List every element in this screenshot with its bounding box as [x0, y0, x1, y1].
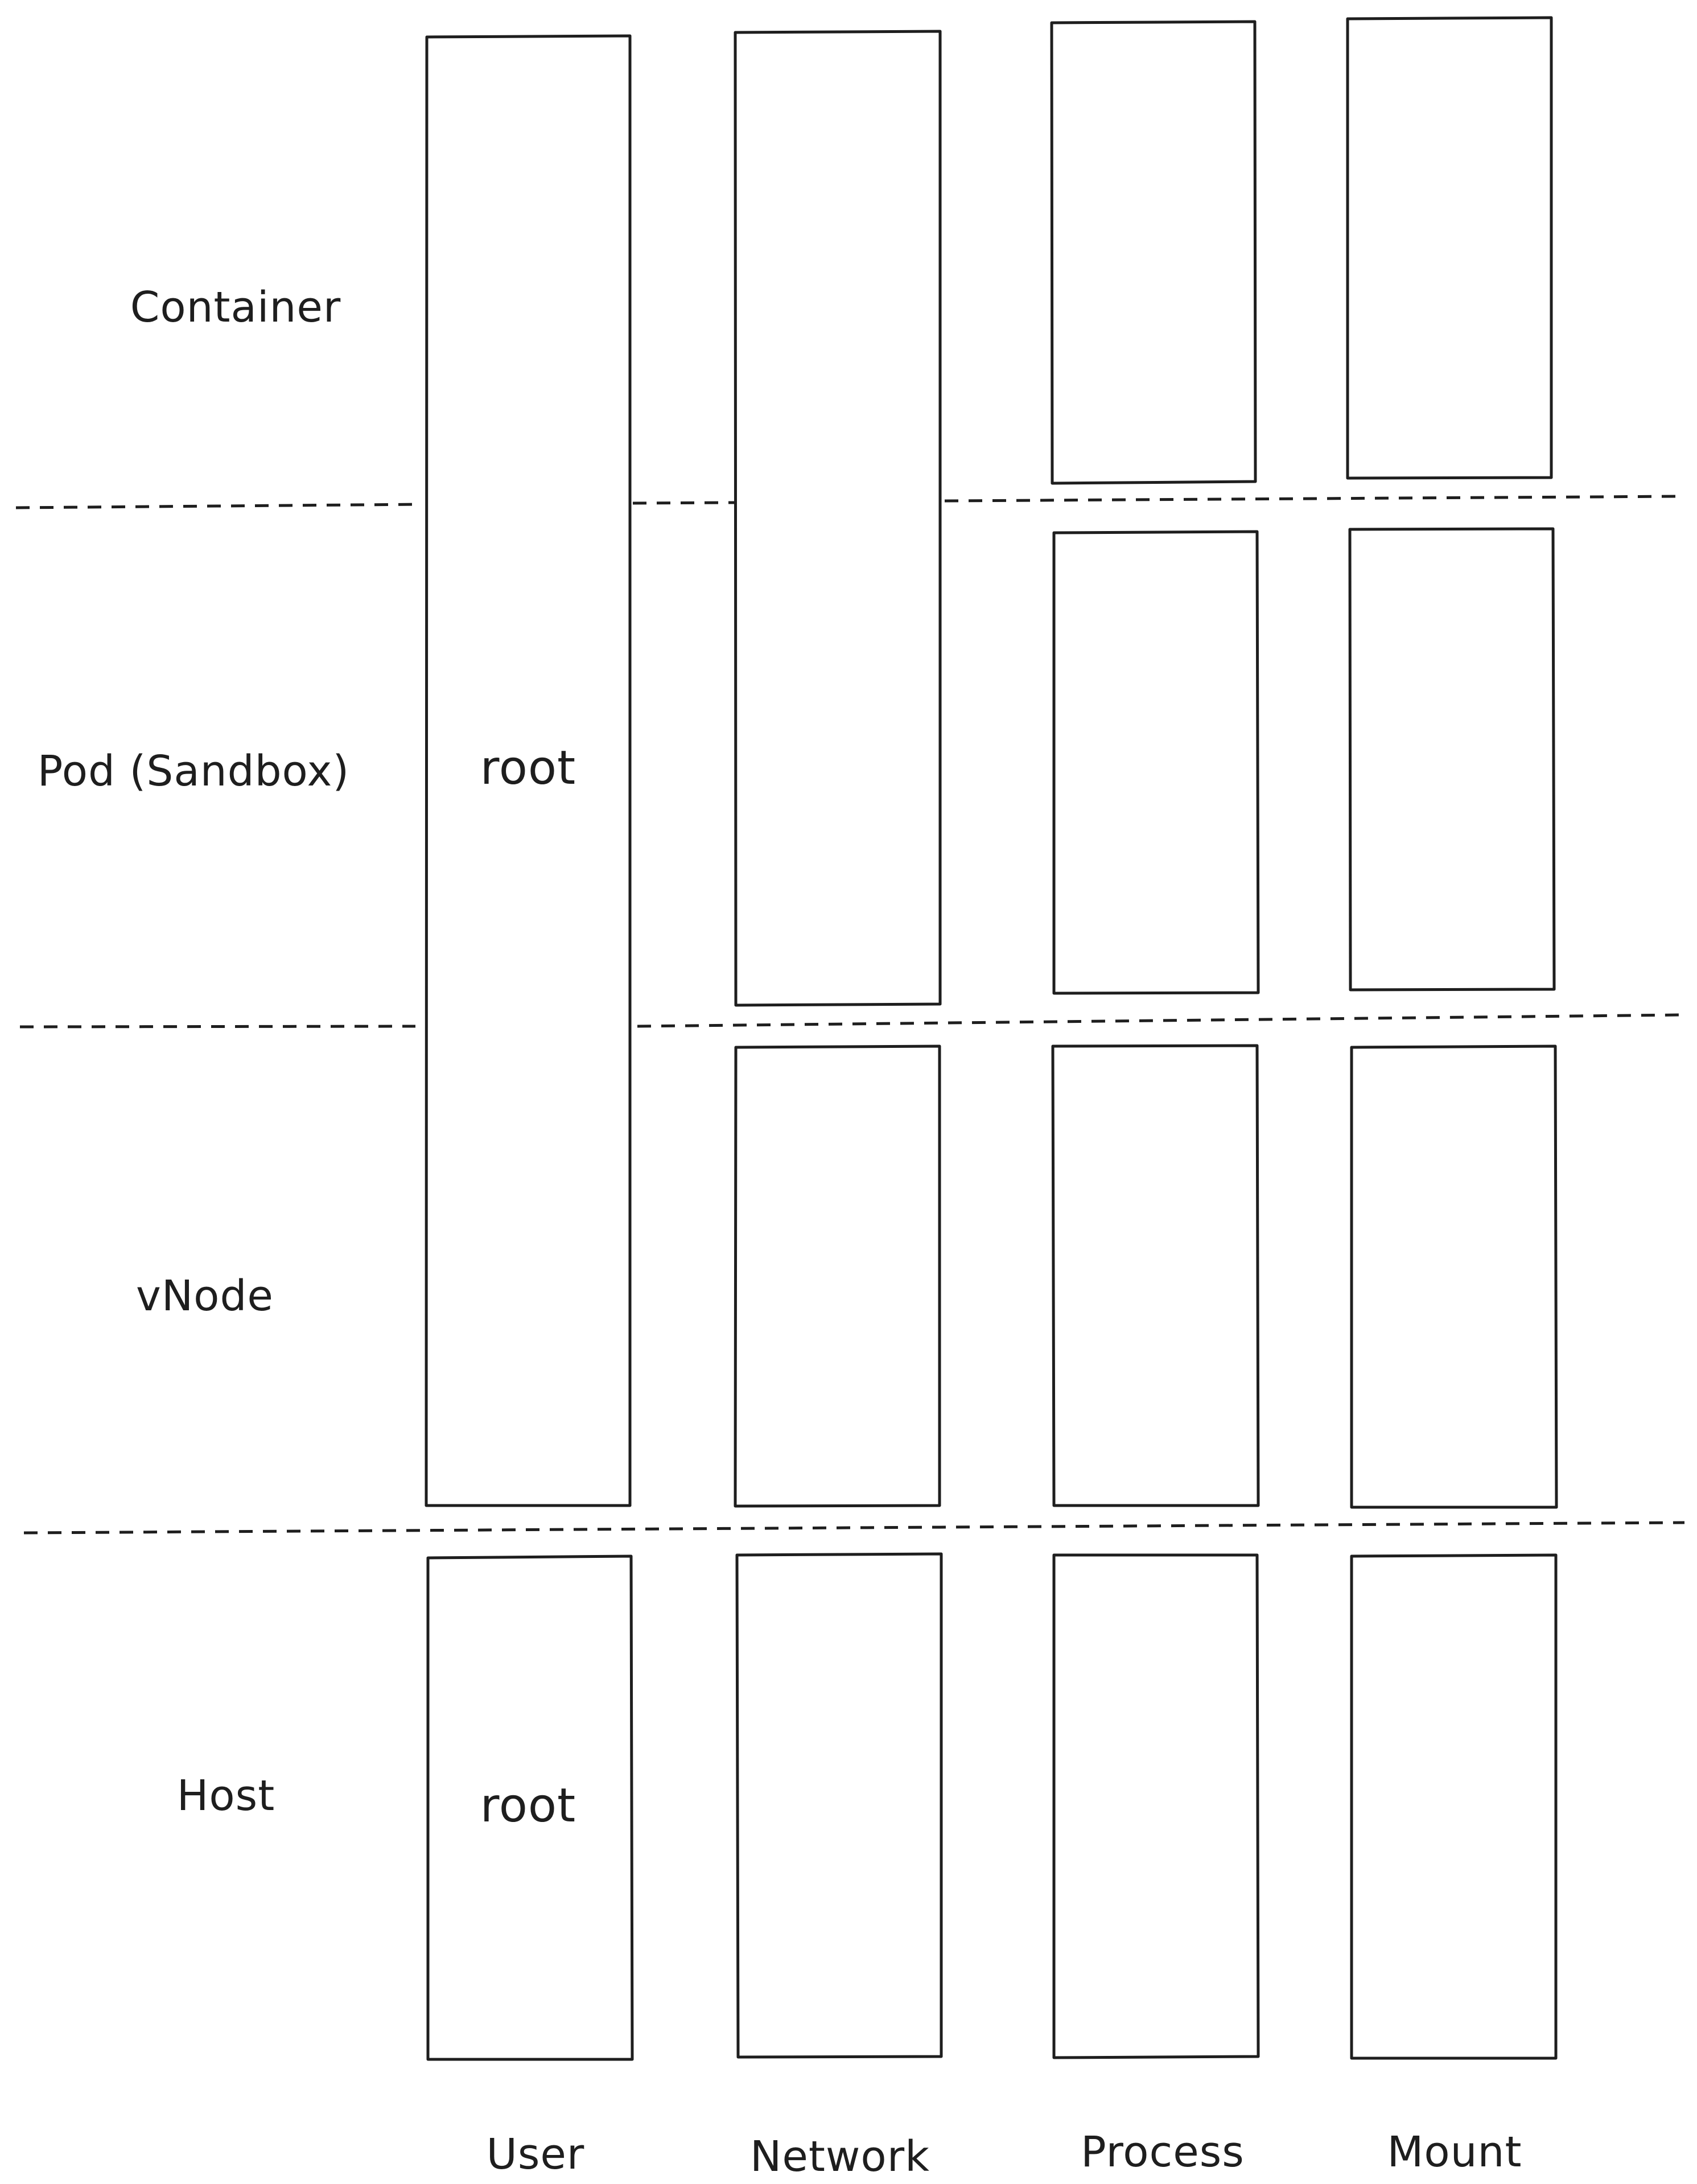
- layer-label-host: Host: [176, 1771, 275, 1820]
- divider-vnode-host: [24, 1523, 1684, 1533]
- process-box-container: [1052, 22, 1255, 483]
- column-labels: [487, 2128, 1522, 2181]
- layer-label-vnode: vNode: [136, 1272, 274, 1321]
- mount-box-vnode: [1352, 1046, 1556, 1507]
- layer-label-pod-sandbox: Pod (Sandbox): [37, 747, 350, 796]
- layer-dividers: [16, 496, 1684, 1533]
- layer-label-container: Container: [130, 283, 341, 332]
- network-column: [735, 31, 941, 2057]
- network-box-upper: [735, 31, 940, 1005]
- process-box-pod: [1054, 532, 1258, 993]
- process-box-host: [1054, 1555, 1258, 2058]
- divider-pod-vnode: [20, 1015, 1682, 1027]
- mount-box-container: [1348, 18, 1551, 478]
- user-host-root-label: root: [480, 1779, 576, 1833]
- column-label-process: Process: [1081, 2128, 1245, 2177]
- network-box-host: [737, 1554, 941, 2057]
- column-label-user: User: [486, 2130, 585, 2179]
- user-upper-root-label: root: [480, 741, 576, 795]
- mount-column: [1348, 18, 1556, 2058]
- layer-labels: [38, 283, 349, 1820]
- network-box-vnode: [735, 1046, 940, 1506]
- column-label-mount: Mount: [1387, 2128, 1522, 2177]
- divider-container-pod: [16, 496, 1679, 508]
- process-column: [1052, 22, 1258, 2058]
- column-label-network: Network: [750, 2132, 930, 2181]
- mount-box-host: [1352, 1555, 1556, 2058]
- process-box-vnode: [1053, 1046, 1258, 1506]
- user-column: [426, 36, 632, 2059]
- mount-box-pod: [1350, 529, 1554, 990]
